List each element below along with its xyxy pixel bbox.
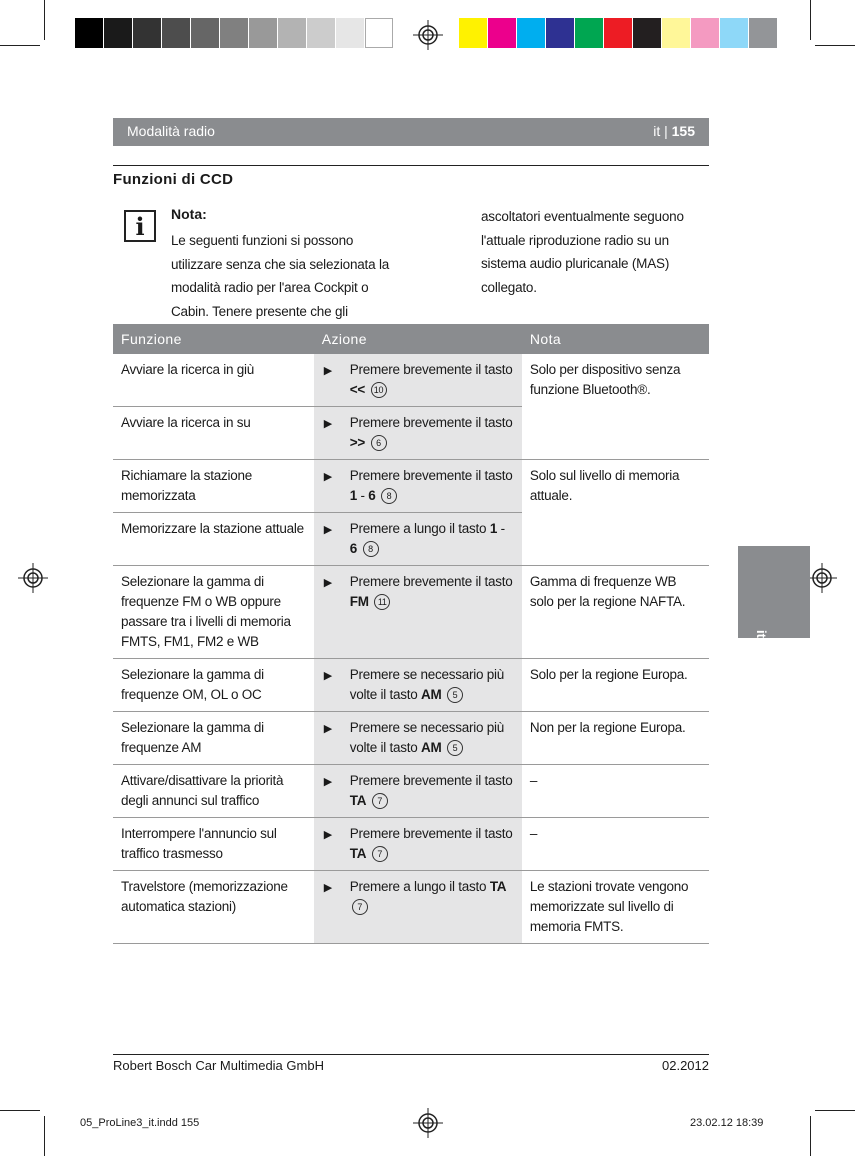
language-tab-label: it [754, 630, 769, 638]
table-row [113, 871, 709, 944]
nota-cell: Solo sul livello di memoria attuale. [522, 460, 709, 566]
color-swatch [604, 18, 632, 48]
funzione-cell: Avviare la ricerca in giù [113, 354, 314, 407]
azione-text: Premere brevemente il tasto [349, 826, 513, 841]
crop-mark [0, 45, 40, 46]
color-swatch [517, 18, 545, 48]
nota-cell: – [522, 765, 709, 818]
azione-cell [314, 354, 522, 407]
color-swatch [249, 18, 277, 48]
registration-mark-icon [807, 563, 837, 593]
key-number-icon: 7 [352, 899, 368, 915]
key-number-icon: 8 [363, 541, 379, 557]
note-line: collegato. [481, 279, 537, 295]
arrow-icon: ▶ [323, 577, 332, 589]
key-number-icon: 5 [447, 740, 463, 756]
table-row [113, 460, 709, 513]
registration-mark-icon [18, 563, 48, 593]
page-header [113, 118, 709, 146]
azione-cell [314, 818, 522, 871]
nota-cell: Solo per dispositivo senza funzione Bluetooth®. [522, 354, 709, 460]
table-header-row [113, 324, 709, 354]
color-swatch [633, 18, 661, 48]
table-row [113, 765, 709, 818]
column-header-azione: Azione [314, 324, 522, 354]
footer-publisher: Robert Bosch Car Multimedia GmbH [113, 1058, 324, 1073]
color-swatch [691, 18, 719, 48]
key-number-icon: 11 [374, 594, 390, 610]
arrow-icon: ▶ [323, 670, 332, 682]
azione-text: Premere brevemente il tasto [349, 574, 513, 589]
key-separator: - [497, 521, 505, 536]
funzione-cell: Interrompere l'annuncio sul traffico trasmesso [113, 818, 314, 871]
divider [113, 165, 709, 166]
section-title: Funzioni di CCD [113, 171, 234, 188]
key-label: 1 [489, 521, 498, 536]
note-line: Cabin. Tenere presente che gli [171, 303, 348, 319]
color-swatch [75, 18, 103, 48]
registration-mark-icon [413, 20, 443, 50]
crop-mark [815, 45, 855, 46]
page-number [653, 123, 695, 139]
note-line: utilizzare senza che sia selezionata la [171, 256, 390, 272]
color-swatch [220, 18, 248, 48]
funzione-cell: Travelstore (memorizzazione automatica stazioni) [113, 871, 314, 944]
azione-cell [314, 712, 522, 765]
table-row [113, 712, 709, 765]
arrow-icon: ▶ [323, 776, 332, 788]
arrow-icon: ▶ [323, 365, 332, 377]
key-label: TA [349, 793, 367, 808]
note-body [171, 229, 411, 323]
key-number-icon: 7 [372, 846, 388, 862]
arrow-icon: ▶ [323, 471, 332, 483]
color-swatch [104, 18, 132, 48]
note-line: l'attuale riproduzione radio su un [481, 232, 669, 248]
column-header-funzione: Funzione [113, 324, 314, 354]
arrow-icon: ▶ [323, 829, 332, 841]
color-swatch [307, 18, 335, 48]
color-swatch [720, 18, 748, 48]
footer-date: 02.2012 [662, 1058, 709, 1073]
color-swatch [365, 18, 393, 48]
key-label: AM [421, 740, 442, 755]
crop-mark [44, 1116, 45, 1156]
funzione-cell: Selezionare la gamma di frequenze FM o WB oppure passare tra i livelli di memoria FMTS, FM1, FM2 e WB [113, 566, 314, 659]
azione-cell [314, 460, 522, 513]
color-swatch [662, 18, 690, 48]
table-row [113, 659, 709, 712]
table-row [113, 818, 709, 871]
crop-mark [44, 0, 45, 40]
nota-cell: Solo per la regione Europa. [522, 659, 709, 712]
color-swatch [278, 18, 306, 48]
funzione-cell: Richiamare la stazione memorizzata [113, 460, 314, 513]
azione-cell [314, 513, 522, 566]
azione-text: Premere brevemente il tasto [349, 468, 513, 483]
color-swatch [488, 18, 516, 48]
note-body-continued [481, 205, 711, 299]
azione-text: Premere se necessario più volte il tasto [349, 720, 505, 755]
key-number-icon: 6 [371, 435, 387, 451]
note-line: Le seguenti funzioni si possono [171, 233, 354, 248]
table-row [113, 354, 709, 407]
color-swatch [133, 18, 161, 48]
key-label: AM [421, 687, 442, 702]
functions-table [113, 324, 709, 944]
note-line: modalità radio per l'area Cockpit o [171, 280, 369, 295]
crop-mark [810, 0, 811, 40]
page-number-value: 155 [671, 123, 695, 139]
azione-text: Premere brevemente il tasto [349, 362, 513, 377]
azione-text: Premere brevemente il tasto [349, 415, 513, 430]
crop-mark [810, 1116, 811, 1156]
note-line: ascoltatori eventualmente seguono [481, 209, 684, 224]
note-line: sistema audio pluricanale (MAS) [481, 256, 670, 271]
color-swatch [546, 18, 574, 48]
color-swatch [749, 18, 777, 48]
azione-text: Premere a lungo il tasto [349, 879, 487, 894]
key-label: TA [349, 846, 367, 861]
color-swatch [191, 18, 219, 48]
color-swatch [336, 18, 364, 48]
crop-mark [815, 1110, 855, 1111]
key-label: << [349, 382, 365, 397]
azione-cell [314, 659, 522, 712]
azione-text: Premere brevemente il tasto [349, 773, 513, 788]
funzione-cell: Memorizzare la stazione attuale [113, 513, 314, 566]
key-label: >> [349, 435, 365, 450]
arrow-icon: ▶ [323, 882, 332, 894]
key-label-2: 6 [349, 541, 357, 556]
nota-cell: – [522, 818, 709, 871]
azione-text: Premere a lungo il tasto [349, 521, 487, 536]
nota-cell: Non per la regione Europa. [522, 712, 709, 765]
key-number-icon: 8 [381, 488, 397, 504]
funzione-cell: Attivare/disattivare la priorità degli annunci sul traffico [113, 765, 314, 818]
color-swatch [575, 18, 603, 48]
column-header-nota: Nota [522, 324, 709, 354]
funzione-cell: Selezionare la gamma di frequenze OM, OL o OC [113, 659, 314, 712]
key-label: FM [349, 594, 369, 609]
print-slug-file: 05_ProLine3_it.indd 155 [80, 1117, 200, 1129]
divider [113, 1054, 709, 1055]
table-body [113, 354, 709, 944]
section-name: Modalità radio [127, 123, 215, 139]
crop-mark [0, 1110, 40, 1111]
color-swatch [162, 18, 190, 48]
color-swatch [459, 18, 487, 48]
key-label-2: 6 [368, 488, 376, 503]
registration-mark-icon [413, 1108, 443, 1138]
nota-cell: Gamma di frequenze WB solo per la regione NAFTA. [522, 566, 709, 659]
key-number-icon: 10 [371, 382, 387, 398]
language-tab [738, 546, 810, 638]
key-label: 1 [349, 488, 357, 503]
azione-cell [314, 407, 522, 460]
funzione-cell: Avviare la ricerca in su [113, 407, 314, 460]
arrow-icon: ▶ [323, 723, 332, 735]
azione-cell [314, 566, 522, 659]
language-code: it | [653, 123, 668, 139]
azione-text: Premere se necessario più volte il tasto [349, 667, 505, 702]
note-title: Nota: [171, 206, 207, 222]
info-icon: i [124, 210, 156, 242]
key-separator: - [356, 488, 369, 503]
key-number-icon: 7 [372, 793, 388, 809]
arrow-icon: ▶ [323, 418, 332, 430]
nota-cell: Le stazioni trovate vengono memorizzate sul livello di memoria FMTS. [522, 871, 709, 944]
azione-cell [314, 765, 522, 818]
table-row [113, 566, 709, 659]
key-number-icon: 5 [447, 687, 463, 703]
print-slug-date: 23.02.12 18:39 [690, 1117, 764, 1129]
arrow-icon: ▶ [323, 524, 332, 536]
key-label: TA [489, 879, 507, 894]
azione-cell [314, 871, 522, 944]
funzione-cell: Selezionare la gamma di frequenze AM [113, 712, 314, 765]
